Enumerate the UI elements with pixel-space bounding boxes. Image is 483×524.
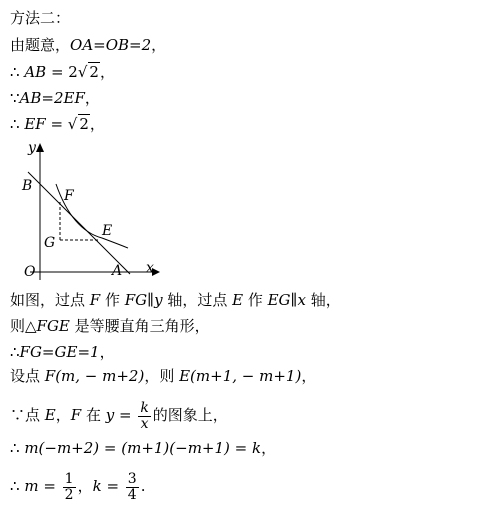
fraction-one-half xyxy=(63,472,76,503)
text: ， xyxy=(84,89,100,107)
line-2 xyxy=(10,35,166,55)
heading-method-two xyxy=(10,8,70,28)
therefore-symbol: ∴ xyxy=(10,477,25,495)
text: 由题意， xyxy=(10,36,71,54)
line-10 xyxy=(10,398,228,432)
text: 作 xyxy=(100,291,125,309)
text: ，则 xyxy=(144,367,180,385)
label-o: O xyxy=(24,264,36,280)
math: FGE xyxy=(36,317,70,335)
text: 在 xyxy=(81,406,106,424)
line-5 xyxy=(10,114,105,134)
text: 如图，过点 xyxy=(10,291,90,309)
sqrt: √ 2 xyxy=(77,63,99,81)
parallel-symbol: ∥ xyxy=(290,291,298,309)
math: = 2 xyxy=(46,63,78,81)
therefore-symbol: ∴ xyxy=(10,439,25,457)
math: F xyxy=(70,406,82,424)
therefore-symbol: ∴ xyxy=(10,343,20,361)
text: 方法二： xyxy=(10,9,71,27)
math: k xyxy=(92,477,102,495)
math: EF xyxy=(24,115,46,133)
fraction-three-quarters xyxy=(126,472,139,503)
text: ， xyxy=(77,477,93,495)
text: ， xyxy=(99,343,115,361)
denominator: 4 xyxy=(127,486,137,503)
math: = xyxy=(114,406,137,424)
math: x xyxy=(297,291,306,309)
line-11 xyxy=(10,438,276,458)
line-7 xyxy=(10,316,210,336)
radicand: 2 xyxy=(89,63,99,81)
math: E(m+1, − m+1) xyxy=(179,367,302,385)
text: ， xyxy=(99,63,115,81)
math: FG=GE=1 xyxy=(19,343,100,361)
denominator: 2 xyxy=(64,486,74,503)
math: AB=2EF xyxy=(19,89,85,107)
math: = xyxy=(45,115,68,133)
text: 设点 xyxy=(10,367,45,385)
line-4 xyxy=(10,88,100,108)
numerator: k xyxy=(140,399,149,416)
label-b: B xyxy=(22,178,33,194)
label-f: F xyxy=(64,188,74,204)
math: OA=OB=2 xyxy=(70,36,152,54)
math: y xyxy=(154,291,163,309)
text: 作 xyxy=(243,291,268,309)
denominator: x xyxy=(140,415,149,432)
label-y: y xyxy=(28,140,36,156)
line-12 xyxy=(10,468,146,504)
text: 轴，过点 xyxy=(162,291,233,309)
text: 是等腰直角三角形， xyxy=(69,317,210,335)
math: E xyxy=(232,291,244,309)
text: . xyxy=(140,477,146,495)
math: F xyxy=(89,291,101,309)
math: = xyxy=(38,477,61,495)
text: ， xyxy=(55,406,71,424)
line-3 xyxy=(10,62,115,82)
line-6 xyxy=(10,290,341,310)
text: ， xyxy=(261,439,277,457)
line-9 xyxy=(10,366,316,386)
numerator: 1 xyxy=(64,470,74,487)
therefore-symbol: ∴ xyxy=(10,63,25,81)
label-a: A xyxy=(112,263,123,279)
math: EG xyxy=(267,291,291,309)
because-symbol: ∵ xyxy=(10,89,20,107)
math: FG xyxy=(124,291,148,309)
numerator: 3 xyxy=(127,470,137,487)
math: E xyxy=(44,406,56,424)
text: 的图象上， xyxy=(152,406,228,424)
math: m xyxy=(24,477,39,495)
text: 则△ xyxy=(10,317,37,335)
fraction-k-over-x xyxy=(138,401,150,432)
text: 轴， xyxy=(305,291,341,309)
label-x: x xyxy=(146,260,154,276)
text: ， xyxy=(151,36,167,54)
math: = xyxy=(101,477,124,495)
therefore-symbol: ∴ xyxy=(10,115,25,133)
text: ， xyxy=(89,115,105,133)
line-ab xyxy=(28,172,130,274)
radicand: 2 xyxy=(79,115,89,133)
y-axis-arrow-icon xyxy=(36,143,44,152)
math: AB xyxy=(24,63,47,81)
text: ， xyxy=(301,367,317,385)
parallel-symbol: ∥ xyxy=(147,291,155,309)
math: m(−m+2) = (m+1)(−m+1) = k xyxy=(24,439,262,457)
line-8 xyxy=(10,342,115,362)
coordinate-figure xyxy=(12,140,172,282)
text: ∵点 xyxy=(10,406,45,424)
math: F(m, − m+2) xyxy=(44,367,145,385)
math: y xyxy=(105,406,115,424)
sqrt: √ 2 xyxy=(67,115,89,133)
label-e: E xyxy=(102,223,113,239)
label-g: G xyxy=(44,235,56,251)
